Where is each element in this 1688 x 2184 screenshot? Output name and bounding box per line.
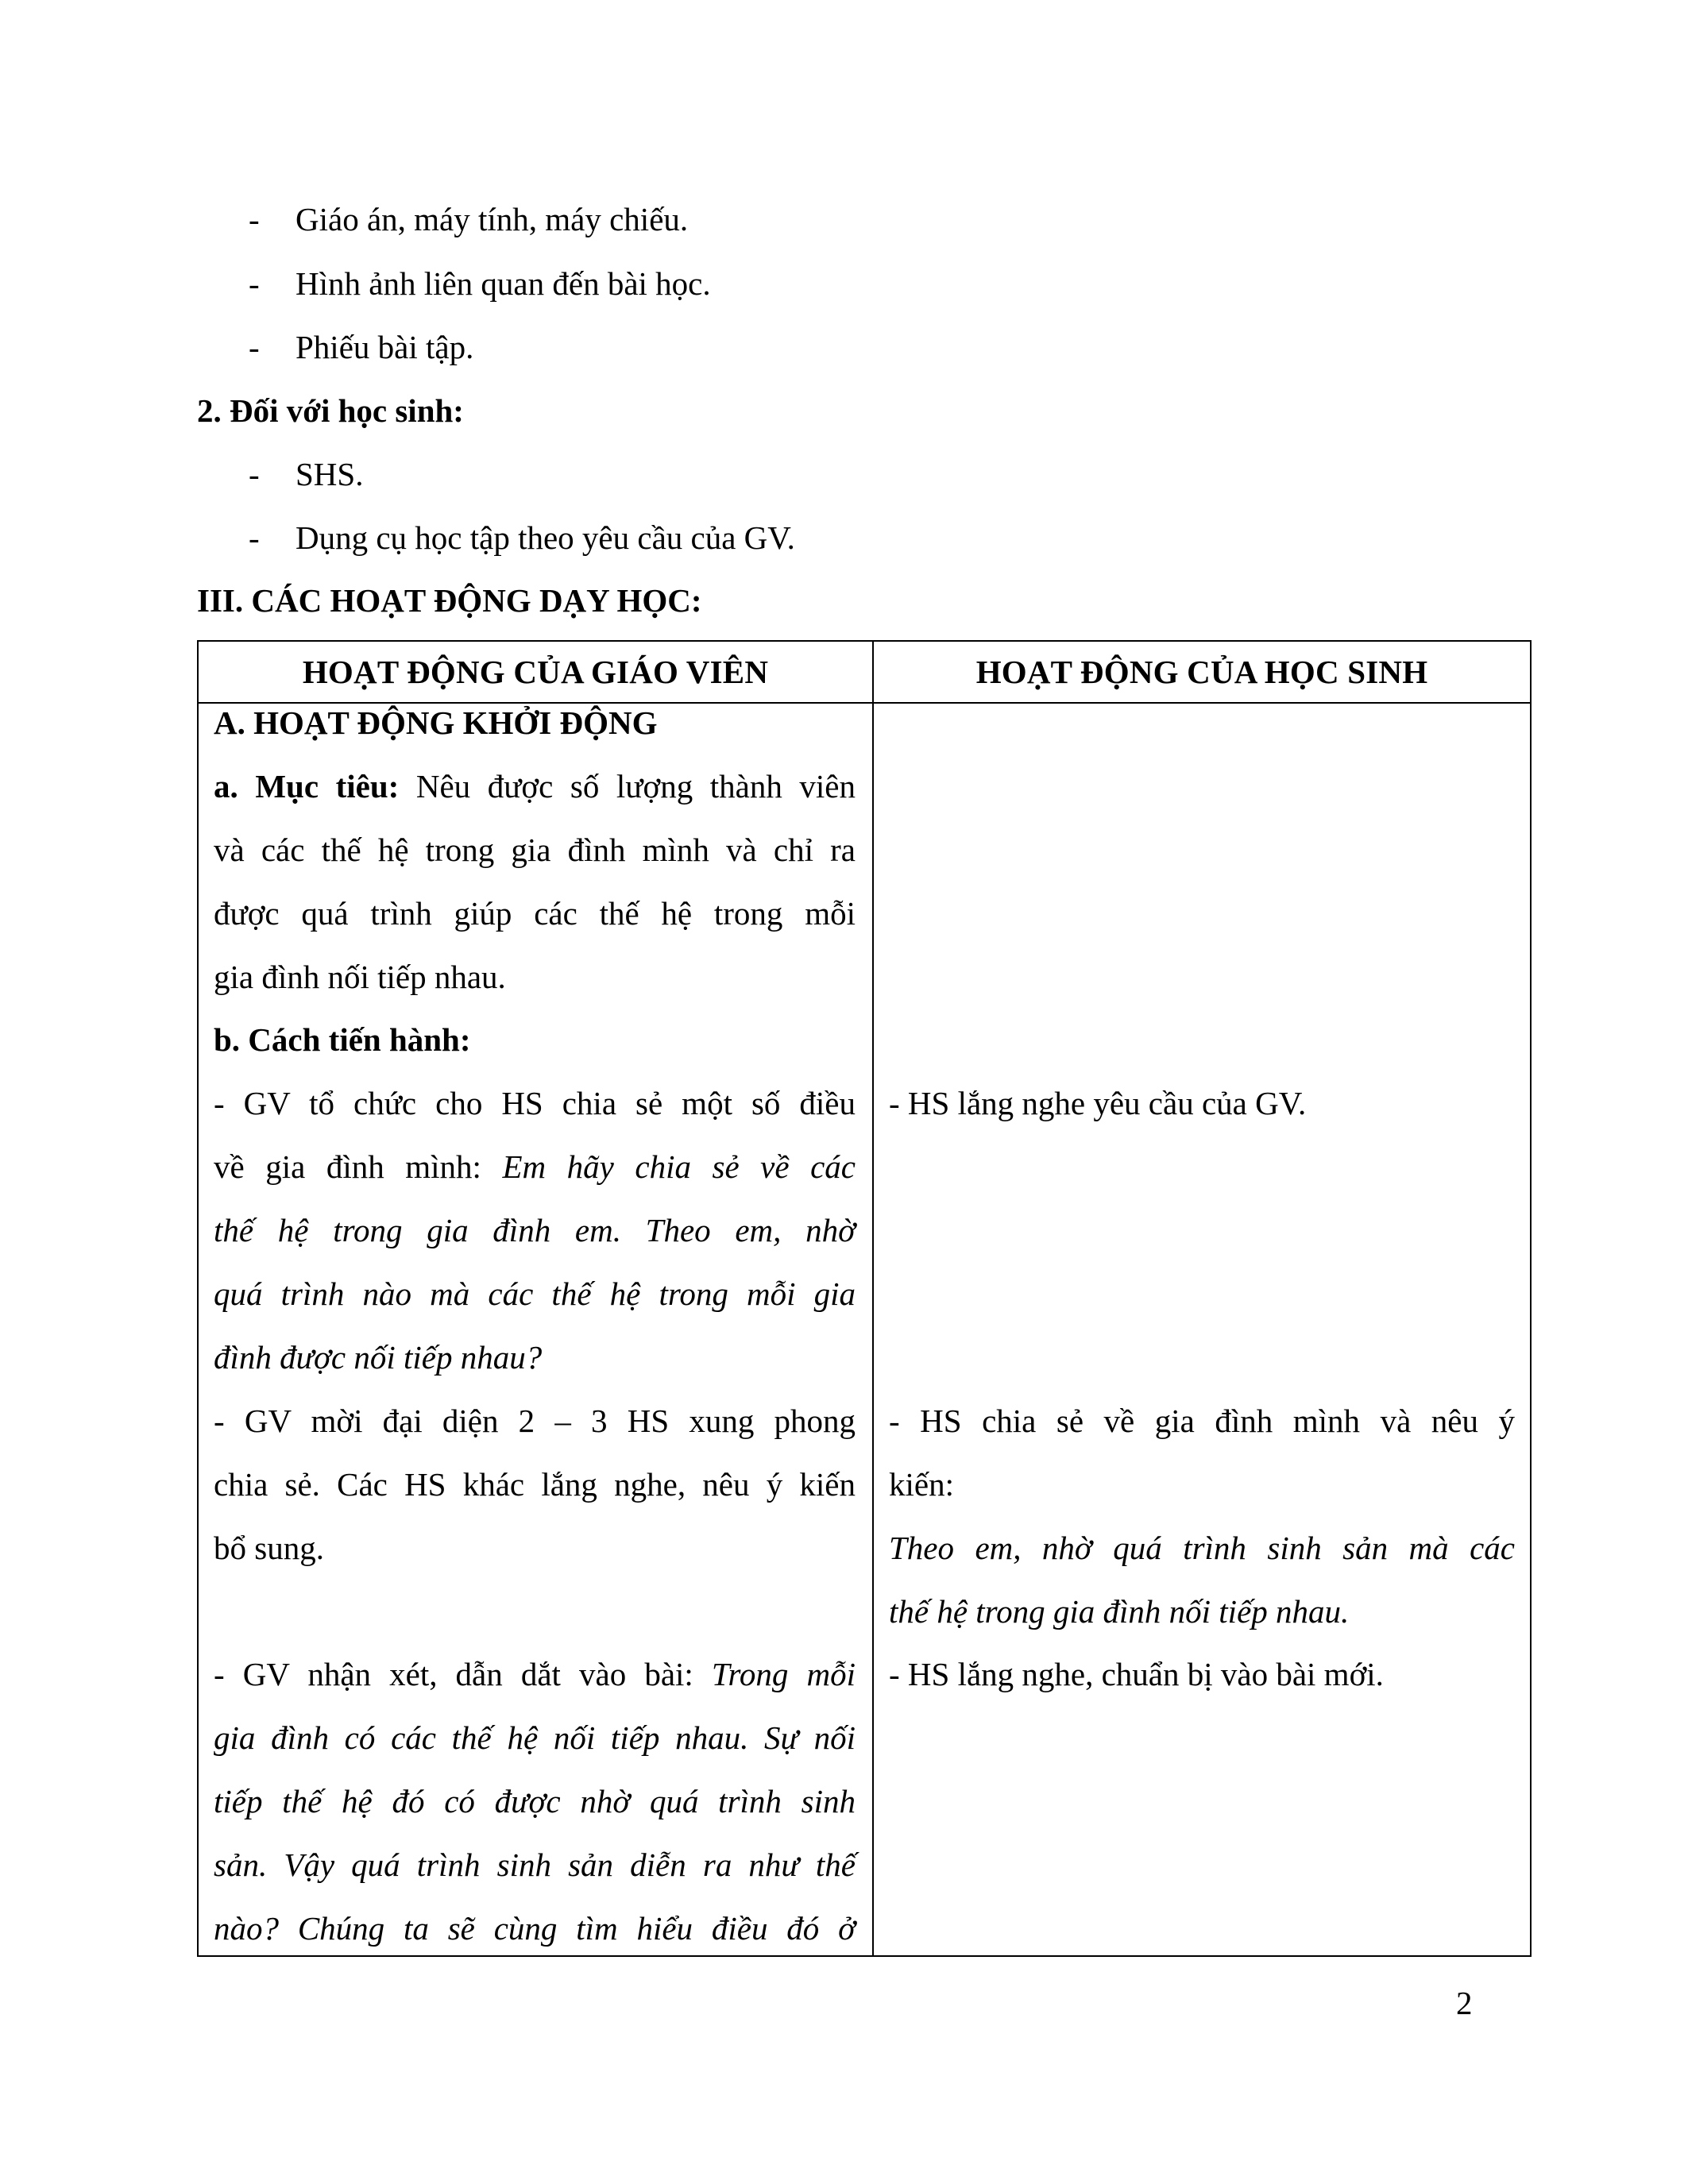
step1-question: Em hãy chia sẻ về các [502, 1148, 856, 1185]
student-materials-heading: 2. Đối với học sinh: [197, 392, 464, 429]
step3-text: - GV nhận xét, dẫn dắt vào bài: [214, 1656, 712, 1692]
step3-italic: nào? Chúng ta sẽ cùng tìm hiểu điều đó ở [214, 1910, 856, 1947]
objective-text: Nêu được số lượng thành viên [399, 768, 856, 805]
activity-table [197, 640, 1532, 1957]
student-column-header: HOẠT ĐỘNG CỦA HỌC SINH [873, 641, 1531, 703]
step2-line: - GV mời đại diện 2 – 3 HS xung phong [214, 1403, 856, 1439]
objective-line [214, 766, 856, 806]
student-response: - HS lắng nghe, chuẩn bị vào bài mới. [889, 1656, 1384, 1692]
section-heading: III. CÁC HOẠT ĐỘNG DẠY HỌC: [197, 582, 702, 619]
table-header-row [198, 641, 1531, 703]
step1-line [214, 1147, 856, 1187]
objective-line: gia đình nối tiếp nhau. [214, 959, 506, 995]
list-item: Phiếu bài tập. [295, 329, 474, 365]
part-title: A. HOẠT ĐỘNG KHỞI ĐỘNG [214, 704, 658, 741]
objective-line: và các thế hệ trong gia đình mình và chỉ ra [214, 832, 856, 868]
teacher-activity-cell [198, 703, 873, 1956]
student-response-italic: Theo em, nhờ quá trình sinh sản mà các [889, 1530, 1515, 1566]
step1-text: về gia đình mình: [214, 1148, 503, 1185]
objective-label: a. Mục tiêu: [214, 768, 400, 805]
step1-line [214, 1274, 856, 1314]
bullet-dash: - [249, 456, 260, 492]
step1-question: đình được nối tiếp nhau? [214, 1339, 543, 1376]
list-item: SHS. [295, 456, 364, 492]
list-item: Dụng cụ học tập theo yêu cầu của GV. [295, 519, 795, 556]
step3-italic: gia đình có các thế hệ nối tiếp nhau. Sự nối [214, 1719, 856, 1756]
step3-line [214, 1908, 856, 1948]
teacher-column-header: HOẠT ĐỘNG CỦA GIÁO VIÊN [198, 641, 873, 703]
page-number: 2 [1456, 1985, 1473, 2021]
step3-italic: Trong mỗi [711, 1656, 856, 1692]
step1-question: thế hệ trong gia đình em. Theo em, nhờ [214, 1212, 856, 1248]
list-item: Giáo án, máy tính, máy chiếu. [295, 201, 689, 237]
step3-line [214, 1718, 856, 1758]
bullet-dash: - [249, 329, 260, 365]
student-response-line: - HS chia sẻ về gia đình mình và nêu ý [889, 1403, 1515, 1439]
student-response-line: kiến: [889, 1466, 954, 1503]
bullet-dash: - [249, 201, 260, 237]
student-response-line [889, 1592, 1515, 1631]
step3-line [214, 1845, 856, 1885]
student-activity-cell [873, 703, 1531, 1956]
objective-line: được quá trình giúp các thế hệ trong mỗi [214, 895, 856, 932]
step1-line [214, 1337, 856, 1377]
step3-italic: tiếp thế hệ đó có được nhờ quá trình sinh [214, 1783, 856, 1819]
step2-line: bổ sung. [214, 1530, 324, 1566]
student-response: - HS lắng nghe yêu cầu của GV. [889, 1085, 1307, 1121]
student-response-line [889, 1528, 1515, 1568]
table-row [198, 703, 1531, 1956]
bullet-dash: - [249, 519, 260, 556]
list-item: Hình ảnh liên quan đến bài học. [295, 265, 711, 302]
step2-line: chia sẻ. Các HS khác lắng nghe, nêu ý kiến [214, 1466, 856, 1503]
procedure-label: b. Cách tiến hành: [214, 1021, 471, 1058]
step1-line: - GV tổ chức cho HS chia sẻ một số điều [214, 1085, 856, 1121]
bullet-dash: - [249, 265, 260, 302]
step3-line [214, 1654, 856, 1694]
student-response-italic: thế hệ trong gia đình nối tiếp nhau. [889, 1593, 1350, 1630]
step3-italic: sản. Vậy quá trình sinh sản diễn ra như thế [214, 1846, 856, 1883]
step1-line [214, 1210, 856, 1250]
step3-line [214, 1781, 856, 1821]
step1-question: quá trình nào mà các thế hệ trong mỗi gia [214, 1275, 856, 1312]
